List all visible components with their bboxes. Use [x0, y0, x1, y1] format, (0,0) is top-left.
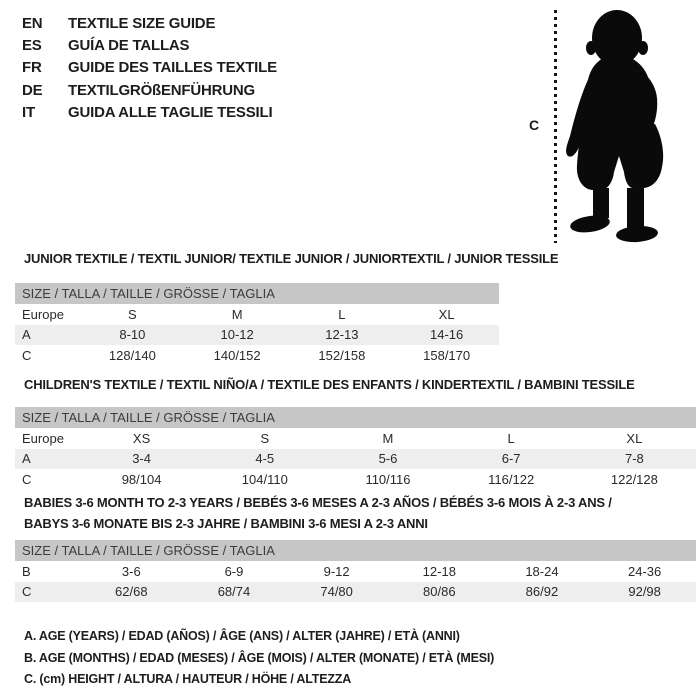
- lang-code: DE: [22, 81, 43, 99]
- cell: XS: [132, 430, 151, 446]
- babies-title-line2: BABYS 3-6 MONATE BIS 2-3 JAHRE / BAMBINI 3-6 MESI A 2-3 ANNI: [24, 516, 428, 531]
- cell: 3-4: [80, 449, 203, 470]
- junior-size-table: [15, 283, 499, 366]
- size-header-row: [15, 407, 696, 428]
- cell: M: [231, 306, 243, 322]
- cell: S: [128, 306, 137, 322]
- cell: 86/92: [491, 582, 594, 603]
- babies-title-line1: BABIES 3-6 MONTH TO 2-3 YEARS / BEBÉS 3-6 MESES A 2-3 AÑOS / BÉBÉS 3-6 MOIS À 2-3 ANS /: [24, 495, 612, 510]
- table-row: [15, 469, 696, 490]
- size-header: SIZE / TALLA / TAILLE / GRÖSSE / TAGLIA: [15, 283, 499, 304]
- size-header-row: [15, 283, 499, 304]
- cell: 4-5: [203, 449, 326, 470]
- cell: 10-12: [185, 325, 290, 346]
- toddler-silhouette: [560, 6, 698, 246]
- cell: 12-13: [290, 325, 395, 346]
- cell: 6-9: [224, 563, 244, 579]
- cell: L: [338, 306, 346, 322]
- row-label: C: [22, 471, 32, 487]
- children-section-title: CHILDREN'S TEXTILE / TEXTIL NIÑO/A / TEXTILE DES ENFANTS / KINDERTEXTIL / BAMBINI TESSILE: [24, 377, 635, 392]
- cell: 68/74: [183, 582, 286, 603]
- lang-code: EN: [22, 14, 43, 32]
- legend-line-c: C. (cm) HEIGHT / ALTURA / HAUTEUR / HÖHE / ALTEZZA: [24, 672, 352, 687]
- cell: 92/98: [593, 582, 696, 603]
- junior-section-title: JUNIOR TEXTILE / TEXTIL JUNIOR/ TEXTILE JUNIOR / JUNIORTEXTIL / JUNIOR TESSILE: [24, 251, 559, 266]
- lang-title: GUIDA ALLE TAGLIE TESSILI: [68, 104, 273, 122]
- cell: 128/140: [108, 347, 156, 363]
- row-label: C: [15, 582, 80, 603]
- cell: 152/158: [318, 347, 366, 363]
- lang-code: ES: [22, 37, 42, 55]
- table-row: [15, 304, 499, 325]
- lang-title: GUÍA DE TALLAS: [68, 37, 190, 55]
- cell: M: [382, 430, 394, 446]
- table-row: [15, 449, 696, 470]
- legend-line-b: B. AGE (MONTHS) / EDAD (MESES) / ÂGE (MOIS) / ALTER (MONATE) / ETÀ (MESI): [24, 650, 495, 665]
- lang-title: TEXTILE SIZE GUIDE: [68, 14, 216, 32]
- row-label: C: [22, 347, 32, 363]
- row-label: B: [22, 563, 31, 579]
- cell: 116/122: [488, 471, 535, 487]
- cell: 14-16: [394, 325, 499, 346]
- table-row: [15, 345, 499, 366]
- table-row: [15, 428, 696, 449]
- cell: 8-10: [80, 325, 185, 346]
- lang-code: IT: [22, 104, 35, 122]
- row-label: A: [15, 449, 80, 470]
- lang-title: TEXTILGRÖßENFÜHRUNG: [68, 81, 256, 99]
- lang-row-es: [22, 34, 277, 56]
- babies-size-table: [15, 540, 696, 602]
- row-label: Europe: [22, 430, 64, 446]
- babies-section-title: [24, 492, 612, 534]
- size-header: SIZE / TALLA / TAILLE / GRÖSSE / TAGLIA: [15, 407, 696, 428]
- children-size-table: [15, 407, 696, 490]
- size-header: SIZE / TALLA / TAILLE / GRÖSSE / TAGLIA: [15, 540, 696, 561]
- cell: 62/68: [80, 582, 183, 603]
- lang-code: FR: [22, 59, 42, 77]
- cell: 140/152: [213, 347, 261, 363]
- row-label: A: [15, 325, 80, 346]
- lang-title: GUIDE DES TAILLES TEXTILE: [68, 59, 277, 77]
- cell: 5-6: [326, 449, 449, 470]
- cell: 18-24: [525, 563, 559, 579]
- cell: 24-36: [628, 563, 662, 579]
- size-header-row: [15, 540, 696, 561]
- cell: 104/110: [241, 471, 288, 487]
- lang-row-de: [22, 79, 277, 101]
- cell: L: [507, 430, 515, 446]
- cell: 158/170: [423, 347, 471, 363]
- cell: 7-8: [573, 449, 696, 470]
- cell: 80/86: [388, 582, 491, 603]
- cell: 9-12: [323, 563, 350, 579]
- table-row: [15, 561, 696, 582]
- cell: S: [260, 430, 270, 446]
- lang-row-en: [22, 12, 277, 34]
- cell: 3-6: [121, 563, 141, 579]
- lang-row-fr: [22, 57, 277, 79]
- language-title-list: [22, 12, 277, 124]
- measure-legend: [24, 626, 494, 691]
- cell: 6-7: [450, 449, 573, 470]
- cell: 122/128: [610, 471, 658, 487]
- cell: 74/80: [285, 582, 388, 603]
- table-row: [15, 582, 696, 603]
- cell: XL: [626, 430, 643, 446]
- row-label: Europe: [22, 306, 64, 322]
- table-row: [15, 325, 499, 346]
- cell: 98/104: [121, 471, 162, 487]
- height-measure-dotted-line: [554, 10, 557, 243]
- cell: XL: [438, 306, 455, 322]
- height-measure-label: C: [529, 117, 540, 133]
- lang-row-it: [22, 102, 277, 124]
- legend-line-a: A. AGE (YEARS) / EDAD (AÑOS) / ÂGE (ANS) / ALTER (JAHRE) / ETÀ (ANNI): [24, 629, 460, 643]
- cell: 110/116: [365, 471, 411, 487]
- cell: 12-18: [422, 563, 456, 579]
